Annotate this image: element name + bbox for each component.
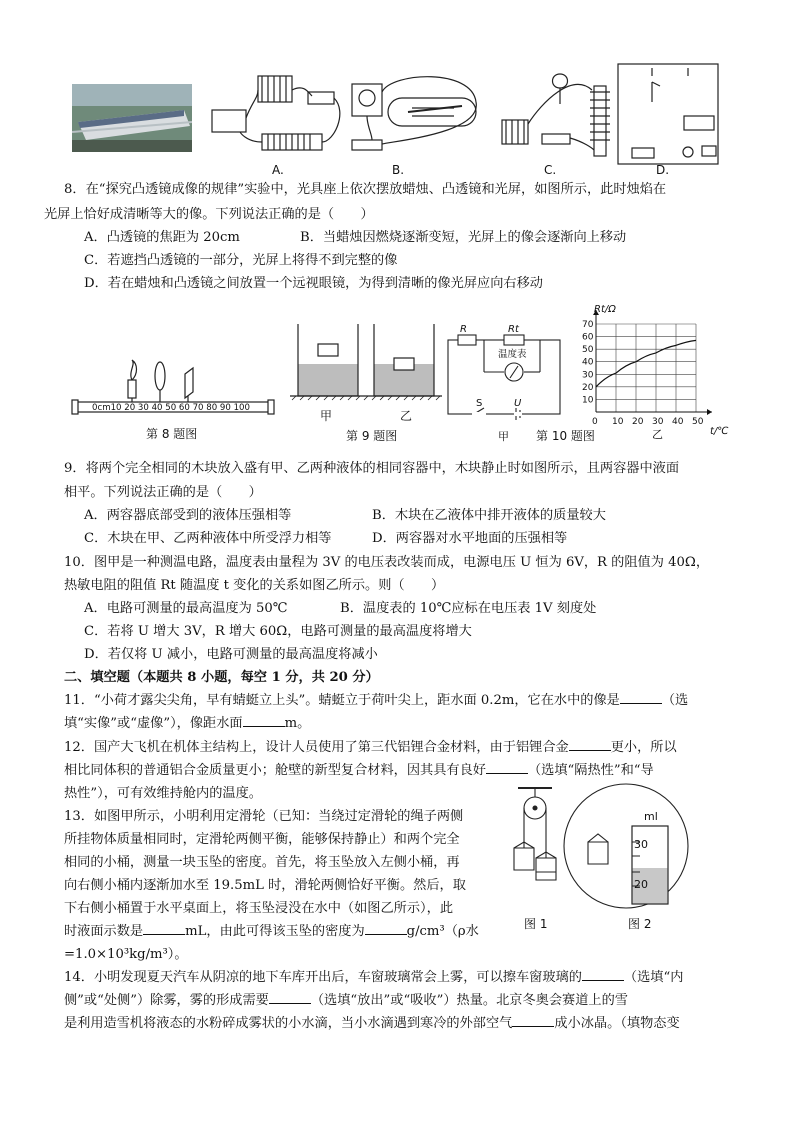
q14-text-1a: 14．小明发现夏天汽车从阴凉的地下车库开出后，车窗玻璃常会上雾，可以擦车窗玻璃的 — [64, 970, 582, 985]
x-tick-label: 0 — [592, 417, 598, 427]
y-tick-label: 30 — [582, 370, 594, 381]
fig9-containers — [290, 320, 442, 446]
q10-line2: 热敏电阻的阻值 Rt 随温度 t 变化的关系如图乙所示。则（ ） — [64, 578, 445, 593]
q11-line1 — [64, 691, 688, 711]
fig10-rt-graph — [566, 304, 736, 446]
q11-text-2b: m。 — [284, 716, 311, 731]
x-axis-arrow — [707, 409, 712, 415]
fig-label-d: D. — [656, 163, 670, 177]
fig10-label-r: R — [460, 324, 467, 335]
circuit-b — [352, 77, 476, 150]
x-tick-label: 10 — [612, 417, 624, 427]
fig8-optical-bench — [72, 336, 278, 446]
x-tick-label: 30 — [652, 417, 664, 427]
q14-blank-1 — [582, 968, 624, 981]
q13-text-6b: mL，由此可得该玉坠的密度为 — [185, 924, 365, 939]
q8-line1: 8．在“探究凸透镜成像的规律”实验中，光具座上依次摆放蜡烛、凸透镜和光屏，如图所示，此时烛焰在 — [64, 182, 667, 197]
q14-line3 — [64, 1014, 680, 1034]
fig9-label-yi: 乙 — [400, 409, 413, 423]
circuit-d — [618, 64, 718, 164]
q12-blank-2 — [486, 761, 528, 774]
q11-text-1b: （选 — [661, 693, 689, 708]
fig-label-a: A. — [272, 163, 284, 177]
fig13-label-2: 图 2 — [628, 917, 652, 931]
q13-line5: 下右侧小桶置于水平桌面上，将玉坠浸没在水中（如图乙所示），此 — [64, 901, 454, 916]
q14-line2 — [64, 991, 628, 1011]
q12-blank-1 — [569, 738, 611, 751]
q8-option-b: B．当蜡烛因燃烧逐渐变短，光屏上的像会逐渐向上移动 — [300, 230, 627, 245]
fig10-label-rt: Rt — [508, 324, 519, 335]
q14-text-3a: 是利用造雪机将液态的水粉碎成雾状的小水滴，当小水滴遇到寒冷的外部空气 — [64, 1016, 513, 1031]
q13-blank-1 — [143, 922, 185, 935]
q14-blank-2 — [269, 991, 311, 1004]
fig9-caption: 第 9 题图 — [346, 429, 398, 443]
q13-line4: 向右侧小桶内逐渐加水至 19.5mL 时，滑轮两侧恰好平衡。然后，取 — [64, 878, 466, 893]
q12-line2 — [64, 761, 654, 781]
q12-text-2b: （选填“隔热性”和“导 — [528, 763, 654, 778]
fig13-label-1: 图 1 — [524, 917, 548, 931]
fig13-tick-30: 30 — [634, 838, 648, 851]
top-figure — [72, 62, 732, 180]
fig10-label-jia: 甲 — [498, 430, 509, 443]
q14-text-2a: 侧”或“处侧”）除雾，雾的形成需要 — [64, 993, 269, 1008]
q13-line2: 所挂物体质量相同时，定滑轮两侧平衡，能够保持静止）和两个完全 — [64, 832, 460, 847]
fig10-meter-label: 温度表 — [498, 349, 527, 360]
q14-text-2b: （选填“放出”或“吸收”）热量。北京冬奥会赛道上的雪 — [310, 993, 628, 1008]
q13-line7: =1.0×10³kg/m³）。 — [64, 947, 188, 962]
q8-line2: 光屏上恰好成清晰等大的像。下列说法正确的是（ ） — [44, 207, 374, 222]
x-axis-label: t/℃ — [710, 426, 729, 437]
q9-line1: 9．将两个完全相同的木块放入盛有甲、乙两种液体的相同容器中，木块静止时如图所示，且两容器中液面 — [64, 461, 680, 476]
rt-curve — [596, 340, 696, 387]
maglev-train-photo — [72, 84, 192, 152]
fig9-label-jia: 甲 — [320, 409, 333, 423]
y-tick-label: 60 — [582, 332, 594, 343]
fig8-caption: 第 8 题图 — [146, 427, 198, 441]
q12-line1 — [64, 738, 677, 758]
fig13-pulley-cylinder — [500, 782, 740, 932]
q12-text-1a: 12．国产大飞机在机体主结构上，设计人员使用了第三代铝锂合金材料，由于铝锂合金 — [64, 740, 569, 755]
fig10-label-u: U — [514, 398, 522, 409]
q8-option-d: D．若在蜡烛和凸透镜之间放置一个远视眼镜，为得到清晰的像光屏应向右移动 — [84, 276, 543, 291]
x-tick-label: 20 — [632, 417, 644, 427]
q14-text-3b: 成小冰晶。（填物态变 — [554, 1016, 680, 1031]
q13-line3: 相同的小桶，测量一块玉坠的密度。首先，将玉坠放入左侧小桶，再 — [64, 855, 460, 870]
y-axis-label: Rt/Ω — [594, 304, 616, 315]
q12-text-1b: 更小，所以 — [610, 740, 677, 755]
q11-blank-1 — [620, 691, 662, 704]
q10-option-b: B．温度表的 10℃应标在电压表 1V 刻度处 — [340, 601, 597, 616]
y-tick-label: 10 — [582, 395, 594, 406]
q13-line6 — [64, 922, 479, 942]
fig10-label-s: S — [476, 398, 483, 409]
q9-line2: 相平。下列说法正确的是（ ） — [64, 485, 262, 500]
q13-text-6a: 时液面示数是 — [64, 924, 144, 939]
section2-heading: 二、填空题（本题共 8 小题，每空 1 分，共 20 分） — [64, 670, 379, 685]
q14-line1 — [64, 968, 683, 988]
q13-text-6c: g/cm³（ρ水 — [406, 924, 479, 939]
q11-line2 — [64, 714, 310, 734]
q8-option-c: C．若遮挡凸透镜的一部分，光屏上将得不到完整的像 — [84, 253, 398, 268]
q13-blank-2 — [365, 922, 407, 935]
q11-text-1a: 11．“小荷才露尖尖角，早有蜻蜓立上头”。蜻蜓立于荷叶尖上，距水面 0.2m，它在水中的像是 — [64, 693, 620, 708]
q14-blank-3 — [512, 1014, 554, 1027]
y-tick-label: 40 — [582, 357, 594, 368]
y-tick-label: 20 — [582, 382, 594, 393]
q11-blank-2 — [243, 714, 285, 727]
fig10-label-yi: 乙 — [652, 428, 663, 441]
x-tick-label: 50 — [692, 417, 704, 427]
circuit-c — [502, 74, 610, 156]
fig13-tick-20: 20 — [634, 878, 648, 891]
q9-option-c: C．木块在甲、乙两种液体中所受浮力相等 — [84, 531, 332, 546]
fig-label-c: C. — [544, 163, 557, 177]
circuit-a — [212, 76, 340, 150]
q14-text-1b: （选填“内 — [623, 970, 684, 985]
q10-line1: 10．图甲是一种测温电路，温度表由量程为 3V 的电压表改装而成，电源电压 U 恒为 6V，R 的阻值为 40Ω， — [64, 555, 710, 570]
fig8-ruler-text: 0cm10 20 30 40 50 60 70 80 90 100 — [92, 403, 250, 413]
q9-option-b: B．木块在乙液体中排开液体的质量较大 — [372, 508, 606, 523]
x-tick-label: 40 — [672, 417, 684, 427]
q10-option-d: D．若仅将 U 减小，电路可测量的最高温度将减小 — [84, 647, 378, 662]
y-tick-label: 50 — [582, 345, 594, 356]
y-tick-label: 70 — [582, 320, 594, 330]
q8-option-a: A．凸透镜的焦距为 20cm — [84, 230, 240, 245]
fig-label-b: B. — [392, 163, 405, 177]
q12-line3: 热性”），可有效维持舱内的温度。 — [64, 786, 262, 801]
q9-option-d: D．两容器对水平地面的压强相等 — [372, 531, 568, 546]
q9-option-a: A．两容器底部受到的液体压强相等 — [84, 508, 292, 523]
q10-option-c: C．若将 U 增大 3V，R 增大 60Ω，电路可测量的最高温度将增大 — [84, 624, 472, 639]
fig13-unit-ml: ml — [644, 810, 658, 823]
q13-line1: 13．如图甲所示，小明利用定滑轮（已知：当绕过定滑轮的绳子两侧 — [64, 809, 464, 824]
q11-text-2a: 填“实像”或“虚像”），像距水面 — [64, 716, 243, 731]
fig10-caption: 第 10 题图 — [536, 429, 595, 443]
q12-text-2a: 相比同体积的普通铝合金质量更小；舱壁的新型复合材料，因其具有良好 — [64, 763, 486, 778]
q10-option-a: A．电路可测量的最高温度为 50℃ — [84, 601, 288, 616]
